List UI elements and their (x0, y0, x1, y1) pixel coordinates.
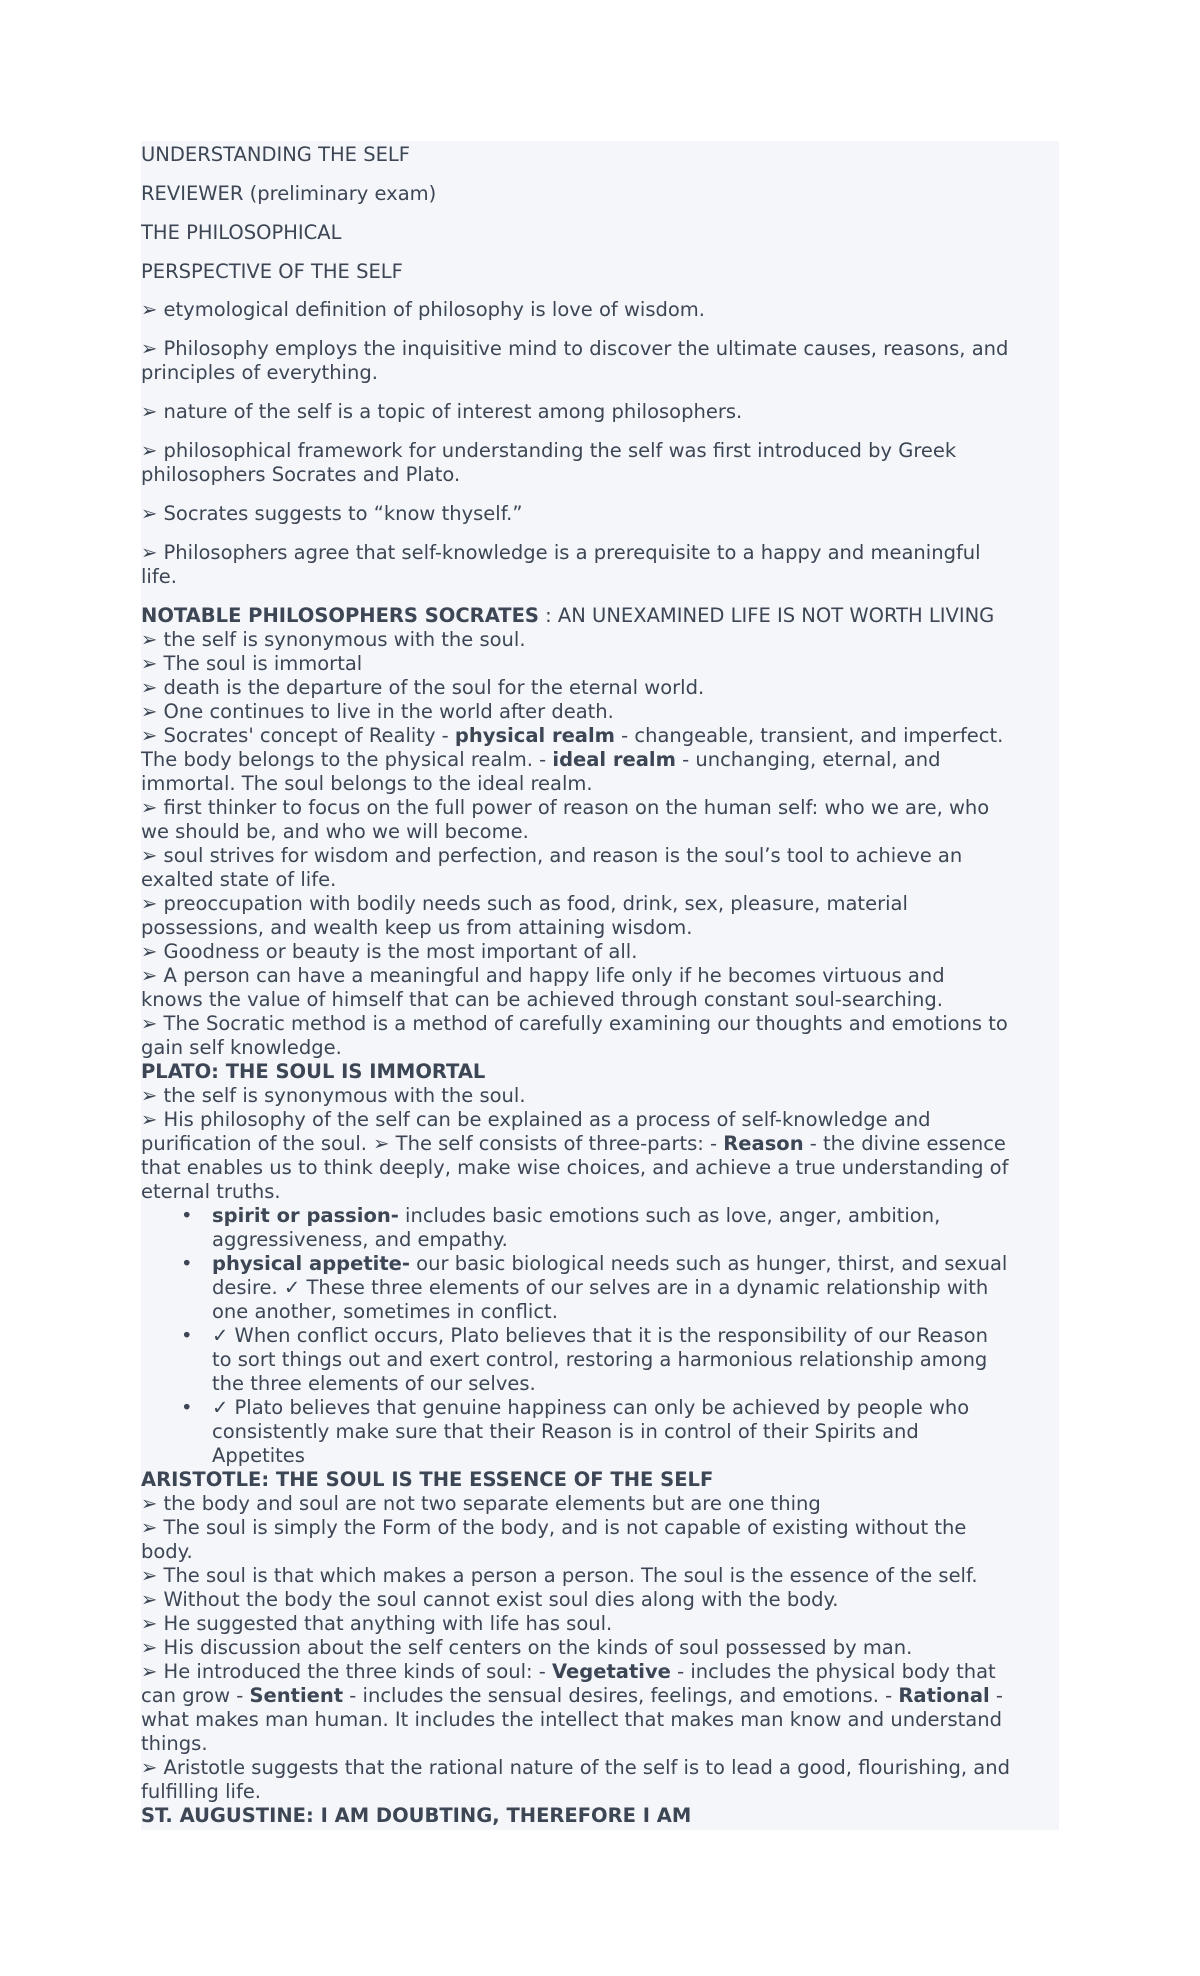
list-item: physical appetite- our basic biological needs such as hunger, thirst, and sexual (212, 1252, 1008, 1275)
aristotle-line: things. (141, 1732, 208, 1755)
plato-line: purification of the soul. ➢ The self consists of three-parts: - Reason - the divine essence (141, 1132, 1006, 1155)
socrates-line: ➢ death is the departure of the soul for the eternal world. (141, 676, 705, 699)
socrates-line: immortal. The soul belongs to the ideal realm. (141, 772, 593, 795)
list-item: ✓ When conflict occurs, Plato believes that it is the responsibility of our Reason (212, 1324, 988, 1347)
aristotle-line: can grow - Sentient - includes the sensual desires, feelings, and emotions. - Rational - (141, 1684, 1003, 1707)
aristotle-line: fulfilling life. (141, 1780, 262, 1803)
list-item-cont: aggressiveness, and empathy. (212, 1228, 508, 1251)
socrates-line: ➢ soul strives for wisdom and perfection, and reason is the soul’s tool to achieve an (141, 844, 963, 867)
aristotle-line: body. (141, 1540, 193, 1563)
list-item-cont: the three elements of our selves. (212, 1372, 536, 1395)
list-item-cont: one another, sometimes in conflict. (212, 1300, 558, 1323)
socrates-line: we should be, and who we will become. (141, 820, 529, 843)
intro-line: ➢ Philosophers agree that self-knowledge is a prerequisite to a happy and meaningful (141, 541, 981, 564)
document-subtitle: REVIEWER (preliminary exam) (141, 182, 437, 205)
socrates-heading: NOTABLE PHILOSOPHERS SOCRATES : AN UNEXAMINED LIFE IS NOT WORTH LIVING (141, 604, 995, 627)
list-item-cont: consistently make sure that their Reason is in control of their Spirits and (212, 1420, 919, 1443)
intro-line: life. (141, 565, 177, 588)
socrates-line: ➢ Socrates' concept of Reality - physical realm - changeable, transient, and imperfect. (141, 724, 1004, 747)
socrates-line: knows the value of himself that can be achieved through constant soul-searching. (141, 988, 943, 1011)
document-title: UNDERSTANDING THE SELF (141, 143, 410, 166)
aristotle-line: what makes man human. It includes the intellect that makes man know and understand (141, 1708, 1002, 1731)
socrates-line: ➢ preoccupation with bodily needs such as food, drink, sex, pleasure, material (141, 892, 908, 915)
list-bullet: • (181, 1204, 193, 1227)
socrates-line: ➢ The Socratic method is a method of carefully examining our thoughts and emotions to (141, 1012, 1008, 1035)
plato-line: ➢ the self is synonymous with the soul. (141, 1084, 526, 1107)
intro-line: ➢ philosophical framework for understanding the self was first introduced by Greek (141, 439, 957, 462)
aristotle-line: ➢ Aristotle suggests that the rational nature of the self is to lead a good, flourishing, and (141, 1756, 1010, 1779)
socrates-line: ➢ Goodness or beauty is the most important of all. (141, 940, 638, 963)
aristotle-line: ➢ the body and soul are not two separate elements but are one thing (141, 1492, 821, 1515)
list-bullet: • (181, 1252, 193, 1275)
list-item: spirit or passion- includes basic emotions such as love, anger, ambition, (212, 1204, 941, 1227)
aristotle-line: ➢ He introduced the three kinds of soul: - Vegetative - includes the physical body that (141, 1660, 996, 1683)
plato-line: ➢ His philosophy of the self can be explained as a process of self-knowledge and (141, 1108, 931, 1131)
socrates-line: The body belongs to the physical realm. - ideal realm - unchanging, eternal, and (141, 748, 941, 771)
socrates-line: possessions, and wealth keep us from attaining wisdom. (141, 916, 693, 939)
plato-line: eternal truths. (141, 1180, 281, 1203)
socrates-line: exalted state of life. (141, 868, 337, 891)
socrates-line: ➢ first thinker to focus on the full power of reason on the human self: who we are, who (141, 796, 990, 819)
aristotle-line: ➢ He suggested that anything with life has soul. (141, 1612, 613, 1635)
section-title-cont: PERSPECTIVE OF THE SELF (141, 260, 403, 283)
list-item-cont: Appetites (212, 1444, 305, 1467)
intro-line: ➢ nature of the self is a topic of interest among philosophers. (141, 400, 743, 423)
list-bullet: • (181, 1324, 193, 1347)
socrates-line: ➢ One continues to live in the world after death. (141, 700, 614, 723)
intro-line: ➢ Socrates suggests to “know thyself.” (141, 502, 523, 525)
aristotle-line: ➢ Without the body the soul cannot exist soul dies along with the body. (141, 1588, 839, 1611)
aristotle-line: ➢ The soul is that which makes a person a person. The soul is the essence of the self. (141, 1564, 978, 1587)
socrates-line: gain self knowledge. (141, 1036, 342, 1059)
aristotle-line: ➢ His discussion about the self centers on the kinds of soul possessed by man. (141, 1636, 913, 1659)
list-item: ✓ Plato believes that genuine happiness can only be achieved by people who (212, 1396, 970, 1419)
socrates-line: ➢ The soul is immortal (141, 652, 363, 675)
intro-line: philosophers Socrates and Plato. (141, 463, 461, 486)
list-bullet: • (181, 1396, 193, 1419)
aristotle-line: ➢ The soul is simply the Form of the body, and is not capable of existing without the (141, 1516, 967, 1539)
augustine-heading: ST. AUGUSTINE: I AM DOUBTING, THEREFORE I AM (141, 1804, 692, 1827)
aristotle-heading: ARISTOTLE: THE SOUL IS THE ESSENCE OF THE SELF (141, 1468, 714, 1491)
intro-line: principles of everything. (141, 361, 378, 384)
plato-heading: PLATO: THE SOUL IS IMMORTAL (141, 1060, 486, 1083)
socrates-line: ➢ the self is synonymous with the soul. (141, 628, 526, 651)
list-item-cont: desire. ✓ These three elements of our selves are in a dynamic relationship with (212, 1276, 989, 1299)
plato-line: that enables us to think deeply, make wise choices, and achieve a true understanding of (141, 1156, 1009, 1179)
intro-line: ➢ etymological definition of philosophy is love of wisdom. (141, 298, 706, 321)
socrates-line: ➢ A person can have a meaningful and happy life only if he becomes virtuous and (141, 964, 945, 987)
list-item-cont: to sort things out and exert control, restoring a harmonious relationship among (212, 1348, 988, 1371)
section-title: THE PHILOSOPHICAL (141, 221, 342, 244)
intro-line: ➢ Philosophy employs the inquisitive mind to discover the ultimate causes, reasons, and (141, 337, 1009, 360)
